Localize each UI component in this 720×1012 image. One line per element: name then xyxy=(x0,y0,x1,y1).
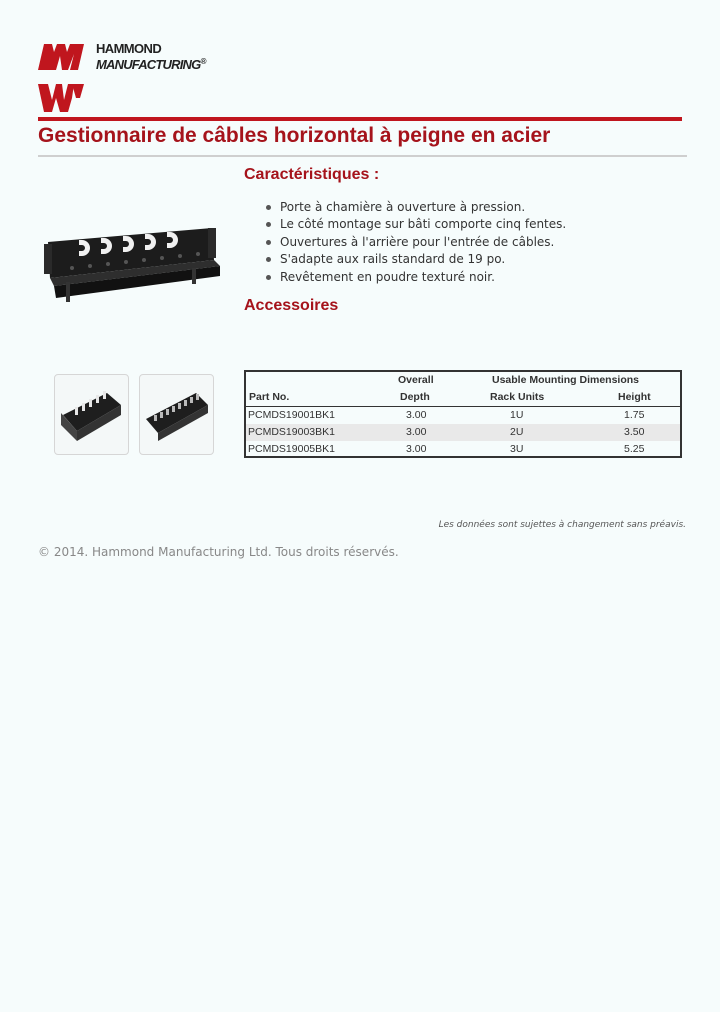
table-row xyxy=(246,424,680,441)
header-depth: Depth xyxy=(400,391,430,403)
features-list xyxy=(264,199,566,286)
title-divider xyxy=(38,155,687,157)
rack-units-value: 1U xyxy=(510,409,524,421)
table-row xyxy=(246,407,680,424)
bullet-icon xyxy=(266,205,271,210)
feature-item: S'adapte aux rails standard de 19 po. xyxy=(264,251,566,268)
feature-item: Porte à chamière à ouverture à pression. xyxy=(264,199,566,216)
thumbnail-cable-manager-icon xyxy=(55,375,128,454)
table-row xyxy=(246,441,680,458)
brand-name-line2-wrap xyxy=(96,57,206,72)
part-number: PCMDS19003BK1 xyxy=(248,426,335,438)
depth-value: 3.00 xyxy=(406,426,427,438)
copyright-footer: © 2014. Hammond Manufacturing Ltd. Tous droits réservés. xyxy=(38,545,399,559)
header-red-rule xyxy=(38,117,682,121)
height-value: 5.25 xyxy=(624,443,645,455)
header-height: Height xyxy=(618,391,651,403)
feature-item: Revêtement en poudre texturé noir. xyxy=(264,269,566,286)
page-title: Gestionnaire de câbles horizontal à peigne en acier xyxy=(38,124,551,147)
bullet-icon xyxy=(266,222,271,227)
bullet-icon xyxy=(266,240,271,245)
bullet-icon xyxy=(266,257,271,262)
rack-units-value: 2U xyxy=(510,426,524,438)
product-thumbnail-2[interactable] xyxy=(139,374,214,455)
product-image xyxy=(42,220,232,312)
thumbnail-cable-manager-icon xyxy=(140,375,213,454)
brand-logo xyxy=(38,42,238,114)
product-thumbnail-1[interactable] xyxy=(54,374,129,455)
rack-units-value: 3U xyxy=(510,443,524,455)
hammond-logo-mark-icon xyxy=(38,42,88,114)
depth-value: 3.00 xyxy=(406,409,427,421)
accessories-heading: Accessoires xyxy=(244,297,339,314)
header-rack-units: Rack Units xyxy=(490,391,545,403)
features-heading: Caractéristiques : xyxy=(244,166,380,183)
header-part-no: Part No. xyxy=(249,391,290,403)
bullet-icon xyxy=(266,275,271,280)
disclaimer-note: Les données sont sujettes à changement sans préavis. xyxy=(438,520,686,530)
depth-value: 3.00 xyxy=(406,443,427,455)
height-value: 1.75 xyxy=(624,409,645,421)
brand-name-line1: HAMMOND xyxy=(96,41,162,56)
cable-manager-illustration-icon xyxy=(42,220,232,312)
brand-name-line2: MANUFACTURING xyxy=(96,57,201,72)
header-usable-dimensions: Usable Mounting Dimensions xyxy=(492,374,640,386)
specs-table xyxy=(244,370,682,458)
registered-mark: ® xyxy=(200,57,206,66)
feature-item: Ouvertures à l'arrière pour l'entrée de câbles. xyxy=(264,234,566,251)
part-number: PCMDS19001BK1 xyxy=(248,409,335,421)
header-overall: Overall xyxy=(398,374,434,386)
height-value: 3.50 xyxy=(624,426,645,438)
feature-item: Le côté montage sur bâti comporte cinq fentes. xyxy=(264,216,566,233)
part-number: PCMDS19005BK1 xyxy=(248,443,335,455)
